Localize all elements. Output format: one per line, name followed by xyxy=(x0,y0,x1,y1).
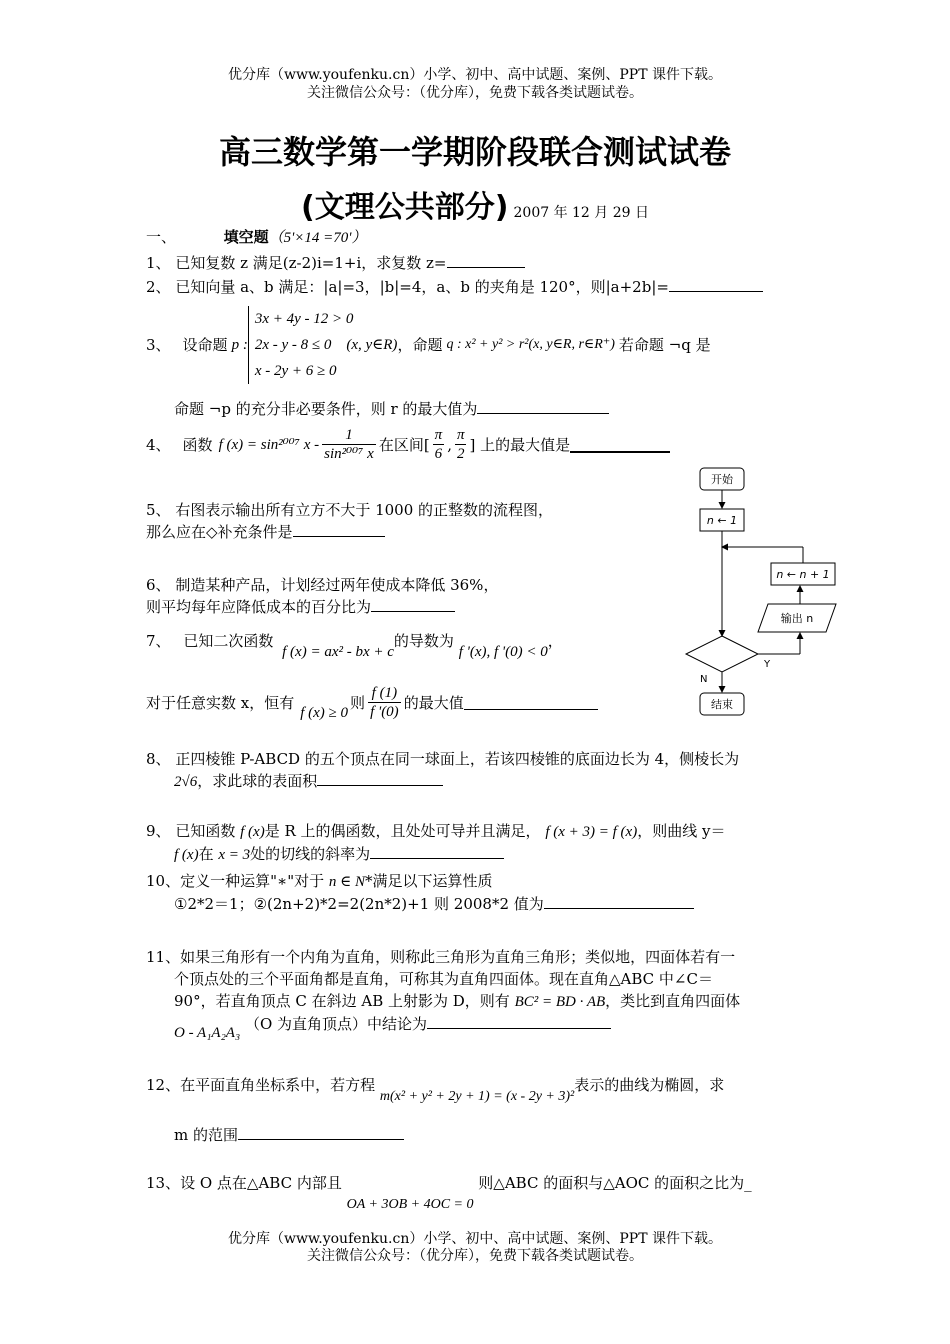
question-text: "对于 xyxy=(287,872,325,890)
question-5 xyxy=(146,499,666,543)
point-expr: x = 3 xyxy=(218,847,251,863)
function-expr: f (x) = sin²⁰⁰⁷ x - xyxy=(218,436,320,453)
question-text: ，命题 xyxy=(397,336,443,354)
question-7-line2 xyxy=(146,684,666,721)
question-number: 5、 xyxy=(146,501,171,519)
question-13 xyxy=(146,1172,810,1212)
header-line1: 优分库（www.youfenku.cn）小学、初中、高中试题、案例、PPT 课件下载。 xyxy=(227,67,722,83)
question-number: 6、 xyxy=(146,576,171,594)
question-text: 已知二次函数 xyxy=(183,632,274,650)
page-subtitle: (文理公共部分) xyxy=(300,190,509,225)
answer-blank xyxy=(371,597,455,612)
question-number: 11、 xyxy=(146,948,181,966)
answer-blank xyxy=(238,1125,404,1140)
condition-expr: f (x) ≥ 0 xyxy=(300,704,349,721)
question-text: 在区间[ xyxy=(378,435,430,454)
question-text: 制造某种产品，计划经过两年使成本降低 36%， xyxy=(175,576,499,594)
curve-equation: m(x² + y² + 2y + 1) = (x - 2y + 3)² xyxy=(379,1089,575,1104)
question-7 xyxy=(146,630,666,660)
question-text: 设命题 xyxy=(182,336,228,354)
fraction-denominator: 2 xyxy=(456,446,465,462)
question-12-line2 xyxy=(174,1124,854,1146)
question-text: ， xyxy=(547,632,563,650)
question-text: （O 为直角顶点）中结论为 xyxy=(244,1015,428,1033)
inequality-1: 3x + 4y - 12 > 0 xyxy=(254,311,354,327)
question-9 xyxy=(146,820,826,866)
inequality-2: 2x - y - 8 ≤ 0 (x, y∈R) xyxy=(254,337,398,353)
question-text: 的导数为 xyxy=(393,632,454,650)
answer-blank xyxy=(447,253,525,268)
periodic-expr: f (x + 3) = f (x) xyxy=(545,824,638,840)
fraction-numerator: π xyxy=(456,427,465,443)
exam-date: 2007 年 12 月 29 日 xyxy=(513,205,650,221)
flowchart xyxy=(676,462,846,724)
fraction xyxy=(322,426,376,463)
increment-label: n ← n + 1 xyxy=(776,568,830,581)
proposition-p: p : xyxy=(231,337,248,353)
section-name: 填空题 xyxy=(223,228,269,246)
fraction xyxy=(433,426,445,463)
question-10 xyxy=(146,870,826,915)
fraction-numerator: 1 xyxy=(322,426,376,445)
tetrahedron-expr: O - A₁A₂A₃ xyxy=(174,1025,241,1041)
question-text: 已知函数 xyxy=(175,822,236,840)
question-text: 设 O 点在△ABC 内部且 xyxy=(180,1174,342,1192)
edge-length: 2√6 xyxy=(174,774,198,790)
question-number: 7、 xyxy=(146,632,171,650)
function-expr: f (x) = ax² - bx + c xyxy=(282,644,394,660)
start-label: 开始 xyxy=(711,473,733,486)
question-text: ，则曲线 y＝ xyxy=(637,822,726,840)
question-text: m 的范围 xyxy=(174,1126,238,1144)
subtitle-row xyxy=(0,182,950,226)
question-text: 个顶点处的三个平面角都是直角，可称其为直角四面体。现在直角△ABC 中∠C＝ xyxy=(174,970,713,988)
fraction xyxy=(368,684,401,721)
fraction xyxy=(455,426,467,463)
question-number: 9、 xyxy=(146,822,171,840)
fraction-numerator: π xyxy=(434,427,443,443)
question-text: ，求此球的表面积 xyxy=(197,772,318,790)
no-label: N xyxy=(700,674,708,685)
question-number: 12、 xyxy=(146,1076,181,1094)
question-text: 在平面直角坐标系中，若方程 xyxy=(180,1076,376,1094)
star-operator: ∗ xyxy=(277,872,288,890)
question-text: 则平均每年应降低成本的百分比为 xyxy=(146,598,372,616)
section-score: （5'×14 =70'） xyxy=(268,230,367,246)
question-text: 90°，若直角顶点 C 在斜边 AB 上射影为 D，则有 xyxy=(174,992,510,1010)
question-number: 1、 xyxy=(146,254,171,272)
proposition-q: q : x² + y² > r²(x, y∈R, r∈R⁺) xyxy=(446,337,615,352)
answer-blank xyxy=(464,695,598,710)
question-number: 10、 xyxy=(146,872,181,890)
end-label: 结束 xyxy=(711,698,733,711)
question-1 xyxy=(146,252,826,274)
question-text: 在 xyxy=(198,845,214,863)
question-text: 表示的曲线为椭圆，求 xyxy=(574,1076,725,1094)
question-3-line2 xyxy=(174,398,854,420)
question-2 xyxy=(146,276,826,298)
question-text: 若命题 ¬q 是 xyxy=(618,336,711,354)
question-number: 2、 xyxy=(146,278,171,296)
question-text: 已知向量 a、b 满足：|a|=3，|b|=4，a、b 的夹角是 120°，则|a+2b|= xyxy=(175,278,669,296)
output-label: 输出 n xyxy=(780,612,814,625)
question-8 xyxy=(146,748,826,793)
answer-blank xyxy=(669,277,763,292)
question-text: ①2*2＝1；②(2n+2)*2=2(2n*2)+1 则 2008*2 值为 xyxy=(174,895,544,913)
footer-line1: 优分库（www.youfenku.cn）小学、初中、高中试题、案例、PPT 课件下载。 xyxy=(227,1231,722,1247)
question-number: 13、 xyxy=(146,1174,181,1192)
question-text: 已知复数 z 满足(z-2)i=1+i，求复数 z= xyxy=(175,254,447,272)
set-expr: n ∈ N xyxy=(328,874,365,890)
derivative-expr: f '(x), f '(0) < 0 xyxy=(458,644,548,660)
question-text: ] 上的最大值是 xyxy=(469,435,571,454)
question-text: 那么应在◇补充条件是 xyxy=(146,523,293,541)
question-text: 定义一种运算" xyxy=(180,872,277,890)
function-expr: f (x) xyxy=(174,847,199,863)
question-text: 的最大值 xyxy=(403,693,464,712)
condition-diamond xyxy=(686,636,758,672)
answer-blank xyxy=(293,522,385,537)
inequality-3: x - 2y + 6 ≥ 0 xyxy=(254,363,337,379)
answer-blank xyxy=(544,894,694,909)
answer-blank xyxy=(317,771,443,786)
init-label: n ← 1 xyxy=(706,514,738,527)
answer-blank xyxy=(570,437,670,453)
question-number: 4、 xyxy=(146,435,171,454)
section-number: 一、 xyxy=(146,228,177,246)
question-text: 右图表示输出所有立方不大于 1000 的正整数的流程图， xyxy=(175,501,554,519)
fraction-denominator: sin²⁰⁰⁷ x xyxy=(324,446,374,462)
section-heading xyxy=(146,226,826,249)
answer-blank xyxy=(370,844,504,859)
function-expr: f (x) xyxy=(240,824,265,840)
question-12 xyxy=(146,1074,810,1104)
question-text: 正四棱锥 P-ABCD 的五个顶点在同一球面上，若该四棱锥的底面边长为 4，侧棱长为 xyxy=(175,750,740,768)
question-11 xyxy=(146,946,810,1041)
question-text: 处的切线的斜率为 xyxy=(250,845,371,863)
answer-blank xyxy=(427,1014,611,1029)
page-title: 高三数学第一学期阶段联合测试试卷 xyxy=(218,133,731,171)
inequality-system xyxy=(248,306,398,384)
question-3 xyxy=(146,306,816,384)
fraction-denominator: 6 xyxy=(434,446,443,462)
question-6 xyxy=(146,574,666,618)
question-text: 命题 ¬p 的充分非必要条件，则 r 的最大值为 xyxy=(174,400,478,418)
question-text: 则△ABC 的面积与△AOC 的面积之比为_ xyxy=(478,1174,752,1192)
question-text: 是 R 上的偶函数，且处处可导并且满足， xyxy=(264,822,541,840)
question-4: 4、 函数 f (x) = sin²⁰⁰⁷ x - $\frac{1}{\text{sin²⁰⁰⁷ x}}$ 在区间[ $\frac{\pi}{6}$ , $\frac{\pi}{2}$ ] 上的最大值是 xyxy=(146,426,826,463)
question-text: 则 xyxy=(350,693,366,712)
answer-blank xyxy=(477,399,609,414)
fraction-numerator: f (1) xyxy=(368,684,401,703)
vector-equation: OA + 3OB + 4OC = 0 xyxy=(346,1197,474,1212)
fraction-denominator: f '(0) xyxy=(370,704,399,720)
question-text: 函数 xyxy=(182,435,213,454)
projection-equation: BC² = BD · AB xyxy=(514,994,606,1010)
question-text: ，类比到直角四面体 xyxy=(605,992,741,1010)
question-number: 8、 xyxy=(146,750,171,768)
question-text: 对于任意实数 x，恒有 xyxy=(146,693,295,712)
question-number: 3、 xyxy=(146,336,171,354)
question-text: *满足以下运算性质 xyxy=(365,872,493,890)
footer-line2: 关注微信公众号：（优分库），免费下载各类试题试卷。 xyxy=(307,1248,643,1264)
question-text: 如果三角形有一个内角为直角，则称此三角形为直角三角形；类似地，四面体若有一 xyxy=(180,948,736,966)
header-line2: 关注微信公众号：（优分库），免费下载各类试题试卷。 xyxy=(307,85,643,101)
yes-label: Y xyxy=(764,659,771,670)
